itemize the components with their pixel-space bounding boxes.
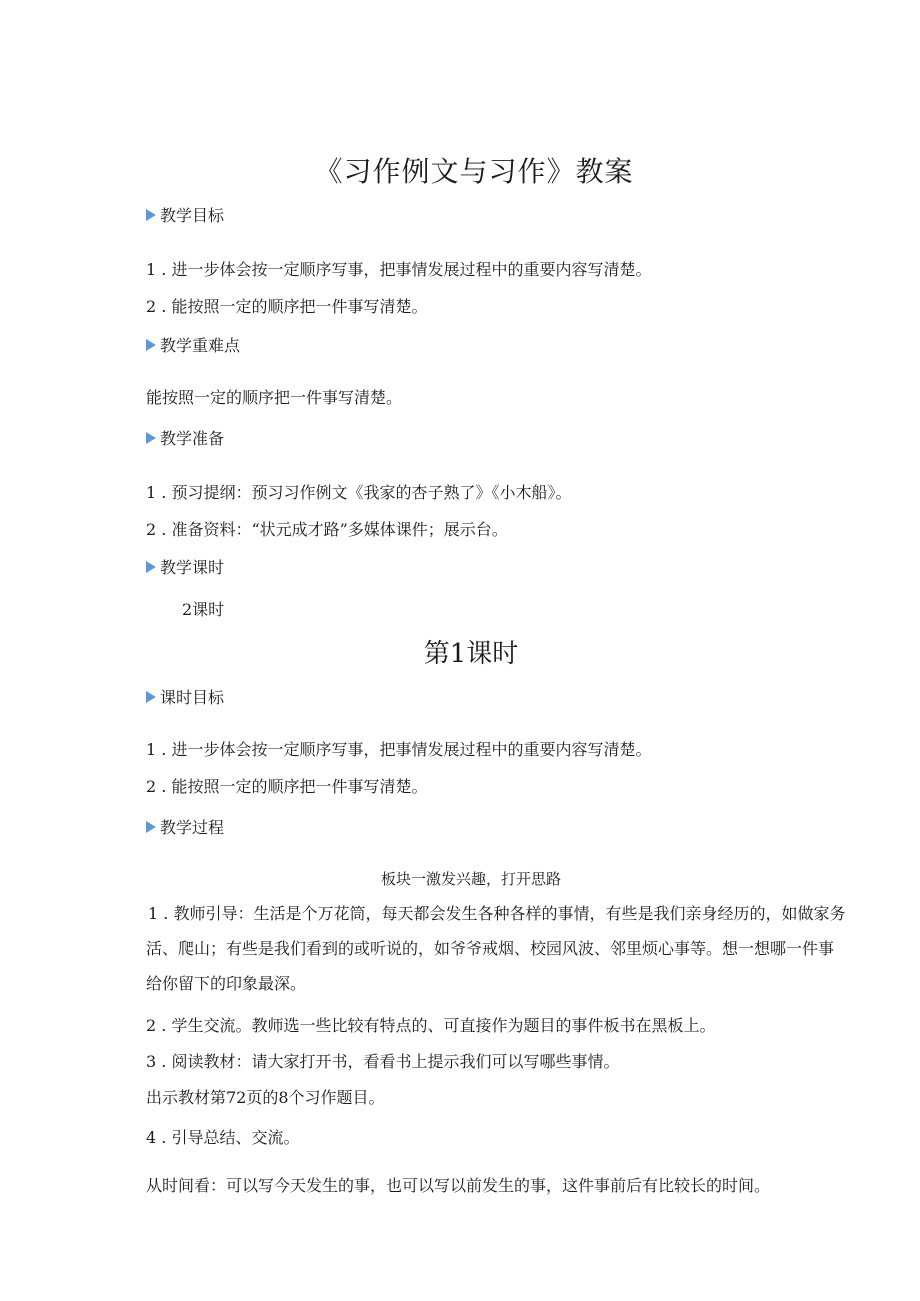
section-heading-lesson-goals: [146, 685, 224, 708]
prep-item-1: 1 . 预习提纲：预习习作例文《我家的杏子熟了》《小木船》。: [146, 483, 572, 502]
section-heading-key-points: [146, 333, 240, 356]
periods-text: 2课时: [182, 600, 225, 619]
section-label: 教学目标: [160, 206, 225, 225]
block-title: 板块一激发兴趣，打开思路: [380, 870, 561, 888]
process-paragraph-6: 从时间看：可以写今天发生的事，也可以写以前发生的事，这件事前后有比较长的时间。: [146, 1176, 771, 1195]
process-paragraph-4: 出示教材第72页的8个习作题目。: [146, 1088, 385, 1107]
goal-item-1: 1 . 进一步体会按一定顺序写事，把事情发展过程中的重要内容写清楚。: [146, 260, 652, 279]
lesson-heading: 第1课时: [423, 639, 519, 669]
process-paragraph-2: 2 . 学生交流。教师选一些比较有特点的、可直接作为题目的事件板书在黑板上。: [146, 1016, 716, 1035]
section-heading-process: [146, 815, 224, 838]
process-paragraph-3: 3 . 阅读教材：请大家打开书，看看书上提示我们可以写哪些事情。: [146, 1052, 620, 1071]
triangle-bullet-icon: [146, 691, 156, 703]
triangle-bullet-icon: [146, 209, 156, 221]
process-paragraph-1-text: 1 . 教师引导：生活是个万花筒，每天都会发生各种各样的事情，有些是我们亲身经历的，如做家务活、爬山；有些是我们看到的或听说的，如爷爷戒烟、校园风波、邻里烦心事等。想一想哪一件事给你留下的印象最深。: [146, 904, 846, 993]
section-label: 教学课时: [160, 558, 225, 577]
process-paragraph-1: [146, 896, 846, 1001]
lesson-goal-item-1: 1 . 进一步体会按一定顺序写事，把事情发展过程中的重要内容写清楚。: [146, 740, 652, 759]
section-label: 教学过程: [160, 818, 225, 837]
key-points-text: 能按照一定的顺序把一件事写清楚。: [146, 388, 403, 407]
prep-item-2: 2 . 准备资料：“状元成才路”多媒体课件；展示台。: [146, 520, 508, 539]
section-label: 课时目标: [160, 688, 225, 707]
section-heading-goals: [146, 203, 224, 226]
section-heading-prep: [146, 426, 224, 449]
document-title: 《习作例文与习作》教案: [314, 155, 634, 188]
lesson-goal-item-2: 2 . 能按照一定的顺序把一件事写清楚。: [146, 777, 428, 796]
triangle-bullet-icon: [146, 561, 156, 573]
section-label: 教学准备: [160, 429, 225, 448]
triangle-bullet-icon: [146, 339, 156, 351]
section-heading-periods: [146, 555, 224, 578]
triangle-bullet-icon: [146, 821, 156, 833]
triangle-bullet-icon: [146, 432, 156, 444]
section-label: 教学重难点: [160, 336, 241, 355]
process-paragraph-5: 4 . 引导总结、交流。: [146, 1128, 300, 1147]
goal-item-2: 2 . 能按照一定的顺序把一件事写清楚。: [146, 297, 428, 316]
